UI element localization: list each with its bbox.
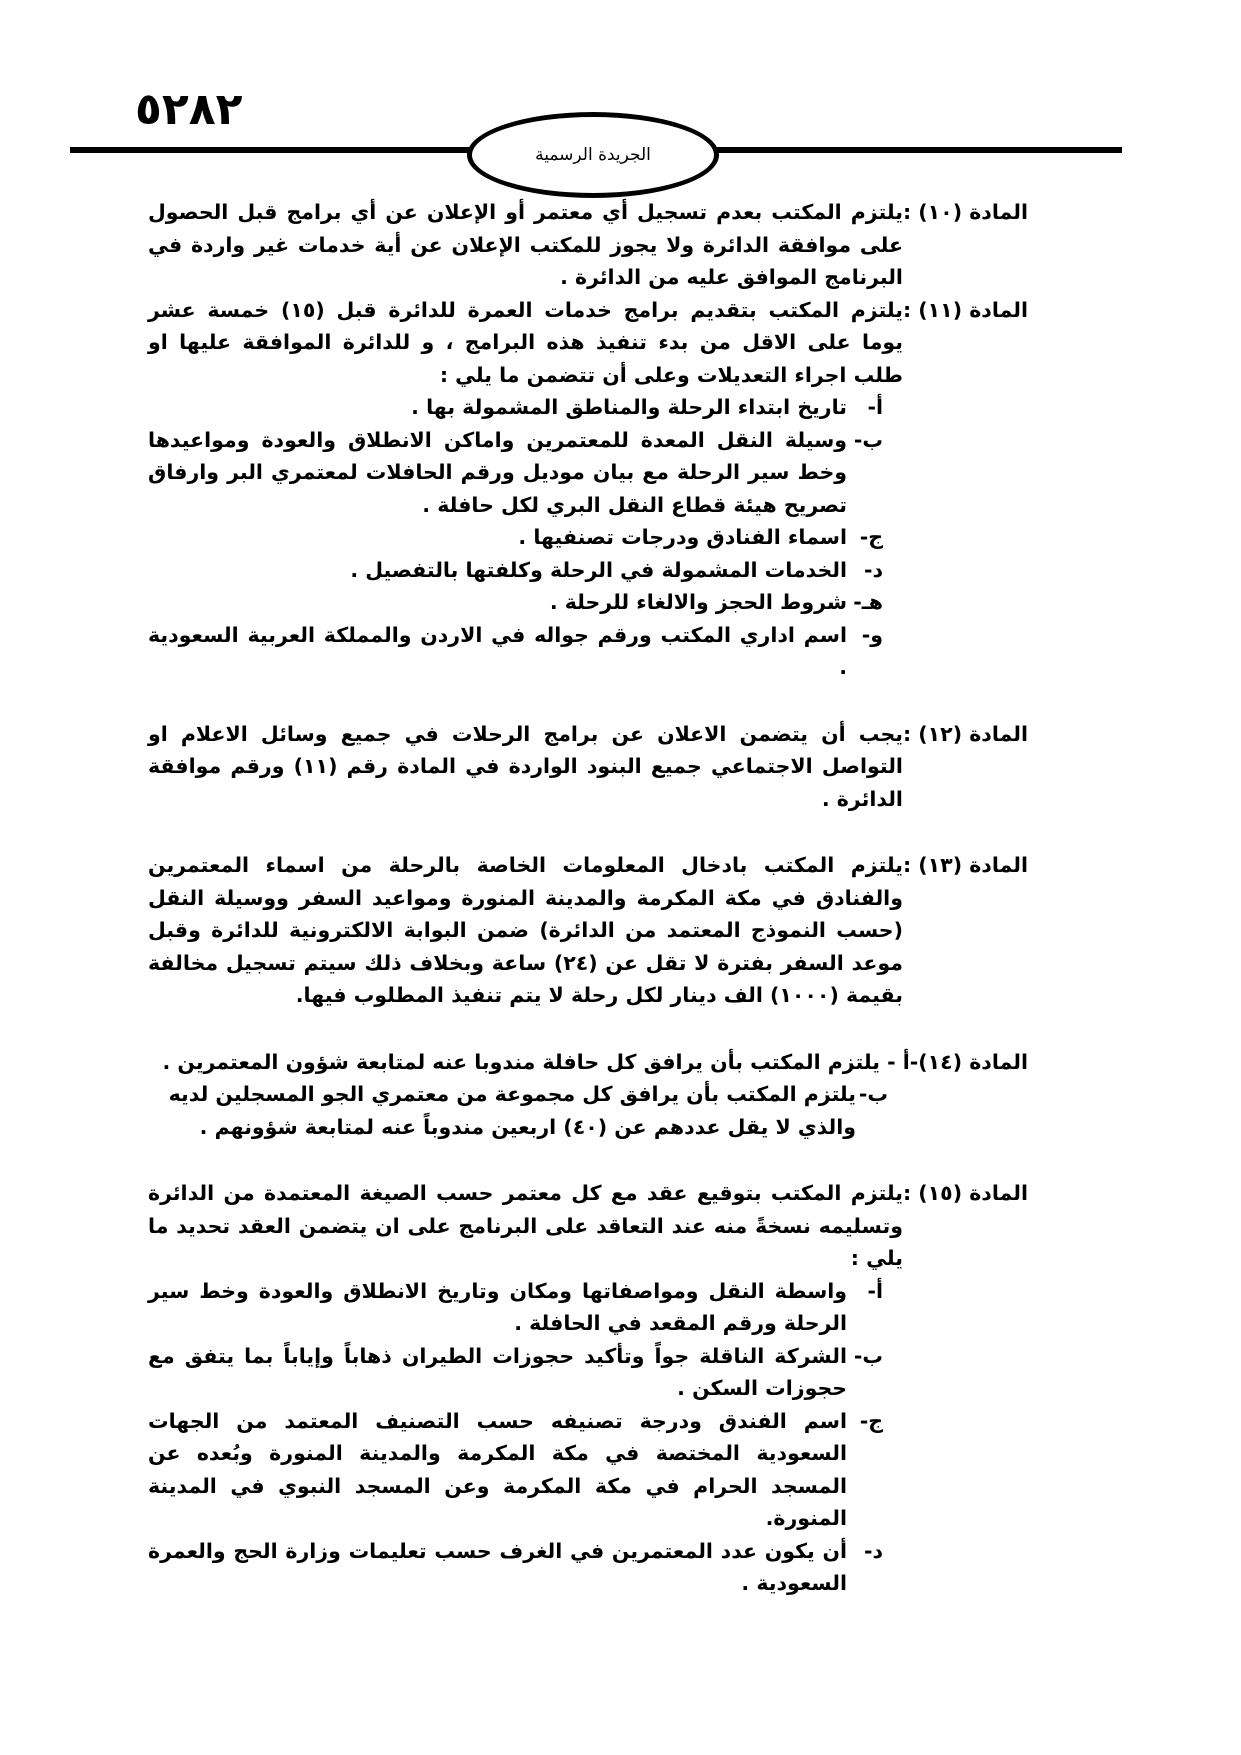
item-letter: و- bbox=[861, 622, 883, 647]
list-item bbox=[148, 424, 1028, 522]
article-label: المادة (١١) : bbox=[902, 297, 1028, 322]
item-letter: أ- bbox=[867, 395, 883, 419]
article-text: يلتزم المكتب بعدم تسجيل أي معتمر أو الإعلان عن أي برامج قبل الحصول على موافقة الدائرة ولا يجوز للمكتب الإعلان عن أية خدمات غير واردة في البرنامج الموافق عليه من الدائرة . bbox=[148, 200, 903, 289]
article-label: المادة (١٤)- bbox=[909, 1049, 1028, 1074]
article-item-a bbox=[148, 1046, 910, 1079]
item-text: واسطة النقل ومواصفاتها ومكان وتاريخ الانطلاق والعودة وخط سير الرحلة ورقم المقعد في الحافلة . bbox=[148, 1278, 847, 1335]
article-label: المادة (١٣) : bbox=[902, 853, 1028, 877]
item-text: أن يكون عدد المعتمرين في الغرف حسب تعليمات وزارة الحج والعمرة السعودية . bbox=[148, 1538, 847, 1595]
spacer bbox=[148, 815, 1028, 849]
list-item bbox=[148, 1340, 1028, 1405]
item-text: شروط الحجز والالغاء للرحلة . bbox=[549, 590, 847, 614]
item-text: اسم الفندق ودرجة تصنيفه حسب التصنيف المعتمد من الجهات السعودية المختصة في مكة المكرمة والمدينة المنورة وبُعده عن المسجد الحرام في مكة المكرمة وعن المسجد النبوي في المدينة المنورة. bbox=[148, 1408, 847, 1530]
item-text: يلتزم المكتب بأن يرافق كل مجموعة من معتمري الجو المسجلين لديه والذي لا يقل عددهم عن (٤٠) اربعين مندوباً عنه لمتابعة شؤونهم . bbox=[168, 1082, 856, 1139]
article-text: يلتزم المكتب بادخال المعلومات الخاصة بالرحلة من اسماء المعتمرين والفنادق في مكة المكرمة والمدينة المنورة ومواعيد السفر ووسيلة النقل (حسب النموذج المعتمد من الدائرة) ضمن البوابة الالكترونية للدائرة وقبل موعد السفر بفترة لا تقل عن (٢٤) ساعة وبخلاف ذلك سيتم تسجيل مخالفة بقيمة (١٠٠٠) الف دينار لكل رحلة لا يتم تنفيذ المطلوب فيها. bbox=[148, 853, 903, 1007]
item-letter: ب- bbox=[858, 1082, 888, 1106]
item-text: الشركة الناقلة جواً وتأكيد حجوزات الطيران ذهاباً وإياباً بما يتفق مع حجوزات السكن . bbox=[148, 1343, 847, 1400]
article-10 bbox=[148, 196, 1028, 294]
item-text: وسيلة النقل المعدة للمعتمرين واماكن الانطلاق والعودة ومواعيدها وخط سير الرحلة مع بيان موديل ورقم الحافلات لمعتمري البر وارفاق تصريح هيئة قطاع النقل البري لكل حافلة . bbox=[148, 427, 847, 517]
item-text: يلتزم المكتب بأن يرافق كل حافلة مندوبا عنه لمتابعة شؤون المعتمرين . bbox=[162, 1049, 880, 1074]
item-letter: د- bbox=[863, 1538, 883, 1563]
header-rule-right bbox=[712, 147, 1122, 153]
item-letter: ب- bbox=[853, 1343, 883, 1368]
item-text: تاريخ ابتداء الرحلة والمناطق المشمولة بها . bbox=[411, 395, 847, 419]
article-text: يلتزم المكتب بتقديم برامج خدمات العمرة للدائرة قبل (١٥) خمسة عشر يوما على الاقل من بدء تنفيذ هذه البرامج ، و للدائرة الموافقة عليها او طلب اجراء التعديلات وعلى أن تتضمن ما يلي : bbox=[148, 297, 903, 387]
spacer bbox=[148, 684, 1028, 718]
page-number: ٥٢٨٢ bbox=[135, 84, 243, 135]
article-label: المادة (١٥) : bbox=[902, 1181, 1028, 1205]
article-14 bbox=[148, 1046, 1028, 1079]
article-label: المادة (١٠) : bbox=[902, 200, 1028, 224]
item-letter: هـ- bbox=[853, 590, 883, 614]
list-item bbox=[148, 554, 1028, 587]
article-15 bbox=[148, 1177, 1028, 1275]
publication-title-oval bbox=[467, 112, 719, 198]
list-item bbox=[148, 586, 1028, 619]
list-item bbox=[148, 619, 1028, 684]
item-text: اسم اداري المكتب ورقم جواله في الاردن والمملكة العربية السعودية . bbox=[148, 622, 847, 679]
item-letter: ب- bbox=[853, 427, 883, 452]
article-text: يلتزم المكتب بتوقيع عقد مع كل معتمر حسب الصيغة المعتمدة من الدائرة وتسليمه نسخةً منه عند التعاقد على البرنامج على ان يتضمن العقد تحديد ما يلي : bbox=[148, 1181, 903, 1270]
list-item bbox=[148, 1275, 1028, 1340]
spacer bbox=[148, 1012, 1028, 1046]
item-letter: أ- bbox=[867, 1278, 883, 1303]
item-letter: د- bbox=[863, 557, 883, 582]
publication-title: الجريدة الرسمية bbox=[535, 145, 651, 165]
item-letter: ج- bbox=[859, 1408, 883, 1433]
list-item bbox=[148, 1535, 1028, 1600]
article-12 bbox=[148, 718, 1028, 816]
article-label: المادة (١٢) : bbox=[902, 721, 1028, 746]
document-body bbox=[148, 196, 1028, 1600]
spacer bbox=[148, 1143, 1028, 1177]
header-rule-left bbox=[70, 147, 470, 153]
item-text: الخدمات المشمولة في الرحلة وكلفتها بالتفصيل . bbox=[350, 557, 847, 582]
item-text: اسماء الفنادق ودرجات تصنفيها . bbox=[518, 525, 847, 549]
item-letter: أ - bbox=[887, 1049, 910, 1074]
item-letter: ج- bbox=[859, 525, 883, 549]
article-text: يجب أن يتضمن الاعلان عن برامج الرحلات في جميع وسائل الاعلام او التواصل الاجتماعي جميع البنود الواردة في المادة رقم (١١) ورقم موافقة الدائرة . bbox=[148, 721, 903, 811]
list-item bbox=[148, 1078, 1028, 1143]
list-item bbox=[148, 521, 1028, 554]
list-item bbox=[148, 1405, 1028, 1535]
article-11 bbox=[148, 294, 1028, 392]
list-item bbox=[148, 391, 1028, 424]
article-13 bbox=[148, 849, 1028, 1012]
